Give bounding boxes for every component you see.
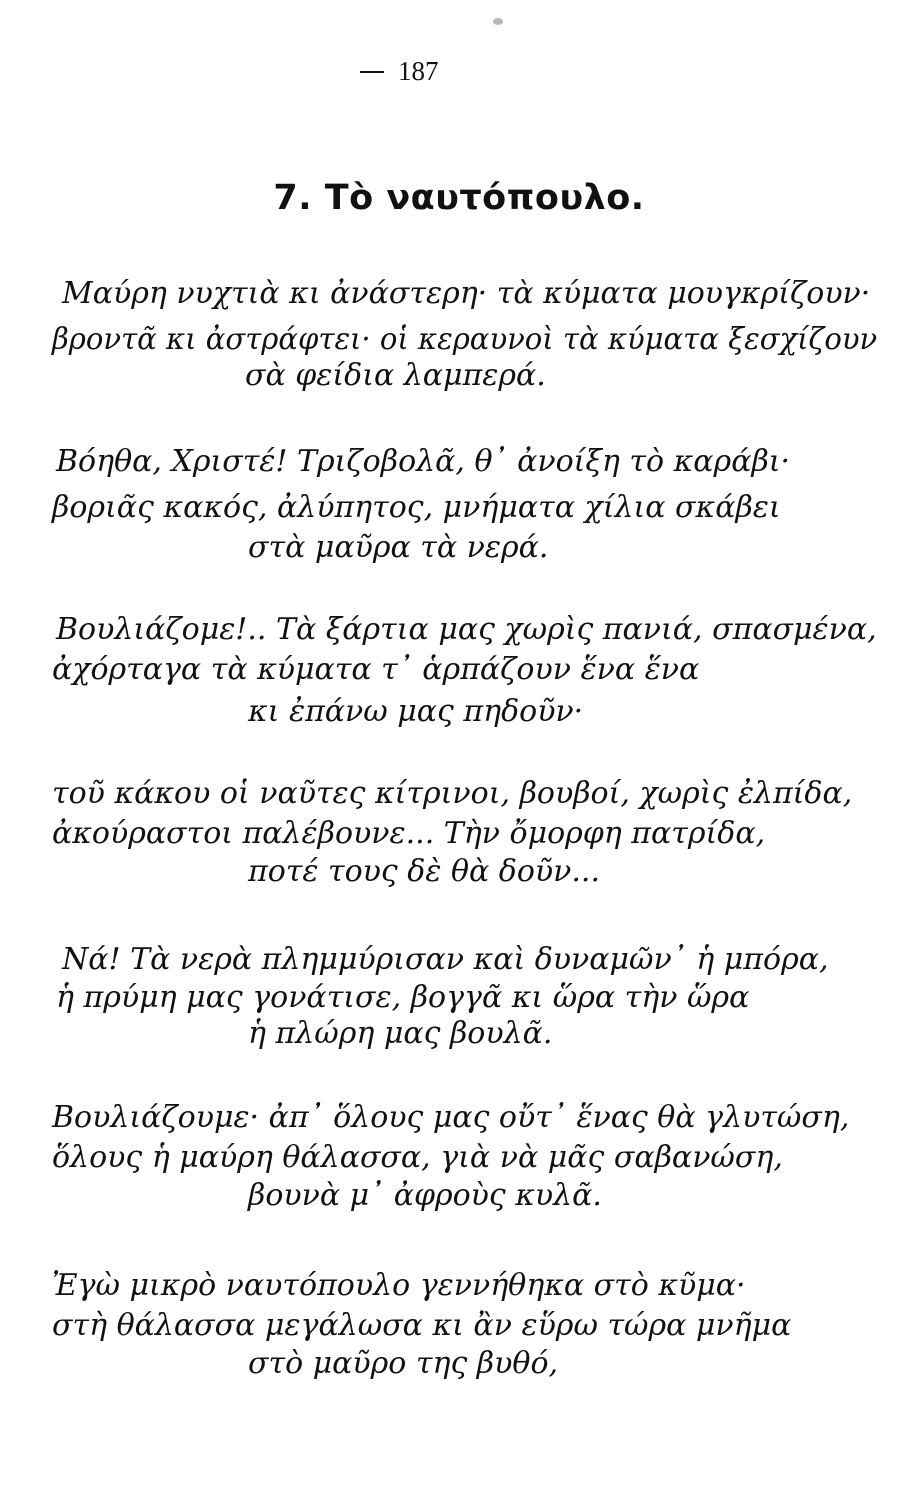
poem-line: τοῦ κάκου οἱ ναῦτες κίτρινοι, βουβοί, χωρὶς ἐλπίδα, bbox=[52, 776, 853, 811]
poem-line: Βουλιάζομε!.. Τὰ ξάρτια μας χωρὶς πανιά, σπασμένα, bbox=[56, 612, 877, 647]
poem-line: βροντᾶ κι ἀστράφτει· οἱ κεραυνοὶ τὰ κύματα ξεσχίζουν bbox=[52, 322, 878, 357]
poem-line: ἀχόρταγα τὰ κύματα τ᾿ ἁρπάζουν ἕνα ἕνα bbox=[52, 652, 700, 687]
page-number-value: 187 bbox=[398, 56, 439, 86]
poem-title: 7. Τὸ ναυτόπουλο. bbox=[273, 178, 645, 218]
poem-line: βουνὰ μ᾿ ἀφροὺς κυλᾶ. bbox=[248, 1178, 602, 1213]
poem-line: βοριᾶς κακός, ἀλύπητος, μνήματα χίλια σκάβει bbox=[52, 490, 781, 525]
ink-smudge bbox=[493, 18, 503, 25]
poem-line: Βόηθα, Χριστέ! Τριζοβολᾶ, θ᾿ ἀνοίξη τὸ καράβι· bbox=[56, 444, 791, 479]
page-number-dash bbox=[360, 71, 384, 73]
poem-line: ποτέ τους δὲ θὰ δοῦν... bbox=[248, 854, 601, 889]
poem-line: Ἐγὼ μικρὸ ναυτόπουλο γεννήθηκα στὸ κῦμα· bbox=[52, 1268, 746, 1303]
poem-line: ἡ πρύμη μας γονάτισε, βογγᾶ κι ὥρα τὴν ὥρα bbox=[56, 980, 750, 1015]
page-number bbox=[360, 56, 500, 87]
poem-line: στὴ θάλασσα μεγάλωσα κι ἂν εὕρω τώρα μνῆμα bbox=[52, 1308, 792, 1343]
poem-line: σὰ φείδια λαμπερά. bbox=[245, 358, 546, 393]
poem-line: κι ἐπάνω μας πηδοῦν· bbox=[248, 694, 584, 729]
poem-line: στὰ μαῦρα τὰ νερά. bbox=[248, 530, 549, 565]
poem-line: ὅλους ἡ μαύρη θάλασσα, γιὰ νὰ μᾶς σαβανώση, bbox=[52, 1140, 783, 1175]
poem-line: ἡ πλώρη μας βουλᾶ. bbox=[248, 1016, 553, 1051]
poem-line: Βουλιάζουμε· ἀπ᾿ ὅλους μας οὔτ᾿ ἕνας θὰ γλυτώση, bbox=[52, 1100, 850, 1135]
poem-line: στὸ μαῦρο της βυθό, bbox=[248, 1346, 559, 1381]
poem-line: Νά! Τὰ νερὰ πλημμύρισαν καὶ δυναμῶν᾿ ἡ μπόρα, bbox=[62, 942, 829, 977]
poem-line: Μαύρη νυχτιὰ κι ἀνάστερη· τὰ κύματα μουγκρίζουν· bbox=[62, 276, 871, 311]
poem-line: ἀκούραστοι παλέβουνε... Τὴν ὄμορφη πατρίδα, bbox=[52, 816, 766, 851]
